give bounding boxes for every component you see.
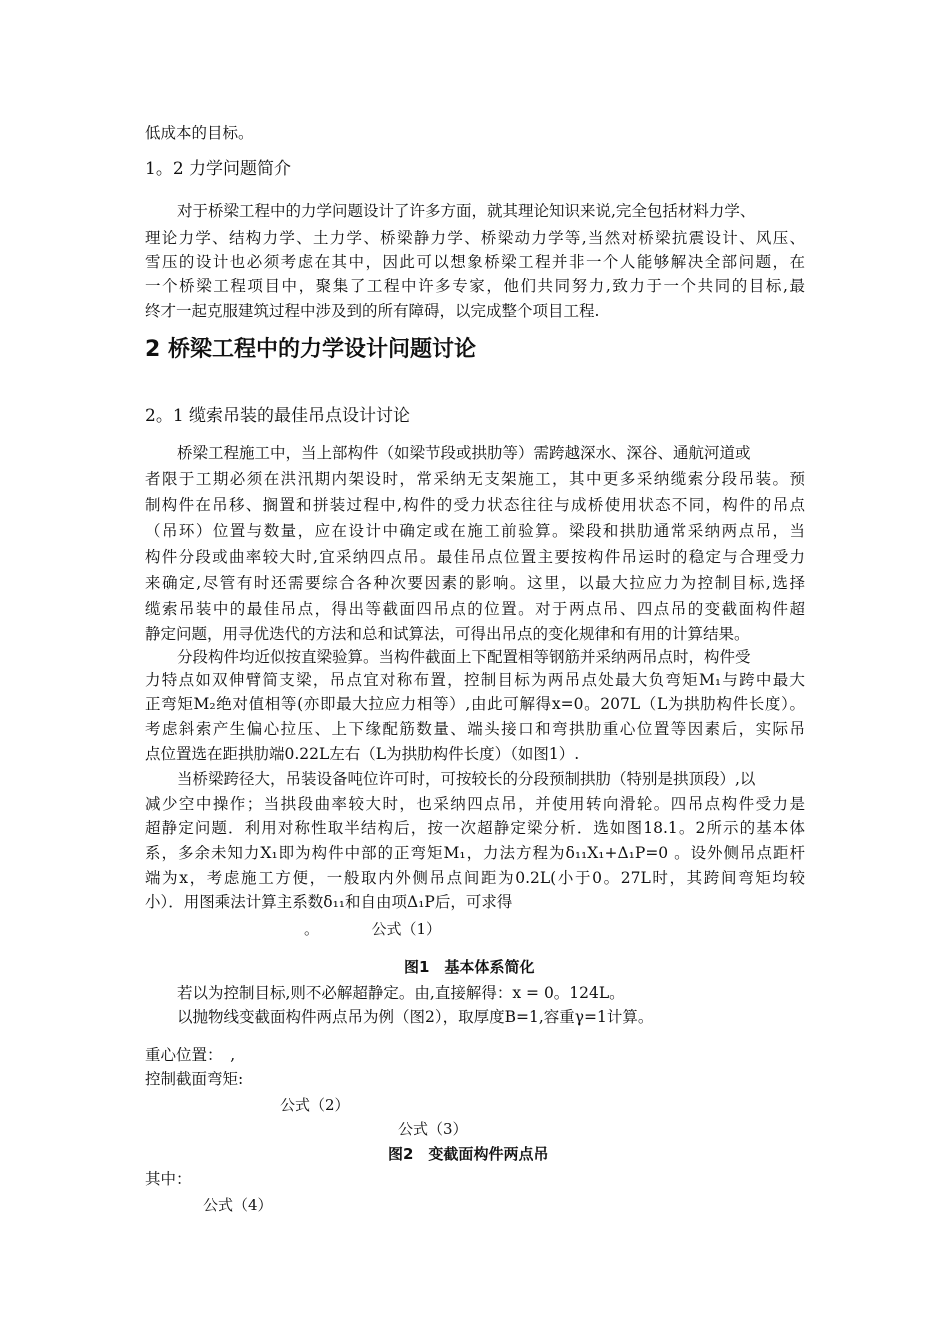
paragraph-line: 端为x，考虑施工方便，一般取内外侧吊点间距为0.2L(小于0。27L时，其跨间弯矩均较 [145,869,805,887]
paragraph-line: 桥梁工程施工中，当上部构件（如梁节段或拱肋等）需跨越深水、深谷、通航河道或 [177,444,751,462]
paragraph-line: 考虑斜索产生偏心拉压、上下缘配筋数量、端头接口和弯拱肋重心位置等因素后，实际吊 [145,720,805,738]
paragraph-line: 力特点如双伸臂简支梁，吊点宜对称布置，控制目标为两吊点处最大负弯矩M₁与跨中最大 [145,671,805,689]
paragraph-line: 理论力学、结构力学、土力学、桥梁静力学、桥梁动力学等,当然对桥梁抗震设计、风压、 [145,229,805,247]
moment-label: 控制截面弯矩: [145,1070,244,1088]
formula-4-label: 公式（4） [203,1196,273,1214]
paragraph-line: 减少空中操作；当拱段曲率较大时，也采纳四点吊，并使用转向滑轮。四吊点构件受力是 [145,795,805,813]
paragraph-line: 构件分段或曲率较大时,宜采纳四点吊。最佳吊点位置主要按构件吊运时的稳定与合理受力 [145,548,805,566]
paragraph-line: 终才一起克服建筑过程中涉及到的所有障碍，以完成整个项目工程. [145,302,600,320]
paragraph-line: 静定问题，用寻优迭代的方法和总和试算法，可得出吊点的变化规律和有用的计算结果。 [145,625,750,643]
figure-1-caption: 图1 基本体系简化 [404,958,535,976]
paragraph-line: 缆索吊装中的最佳吊点，得出等截面四吊点的位置。对于两点吊、四点吊的变截面构件超 [145,600,805,618]
paragraph-line: 雪压的设计也必须考虑在其中，因此可以想象桥梁工程并非一个人能够解决全部问题，在 [145,253,805,271]
section-heading-1-2: 1。2 力学问题简介 [145,159,292,179]
paragraph-line: 者限于工期必须在洪汛期内架设时，常采纳无支架施工，其中更多采纳缆索分段吊装。预 [145,470,805,488]
paragraph-line: 当桥梁跨径大，吊装设备吨位许可时，可按较长的分段预制拱肋（特别是拱顶段）,以 [177,770,756,788]
paragraph-line: 对于桥梁工程中的力学问题设计了许多方面，就其理论知识来说,完全包括材料力学、 [177,202,756,220]
paragraph-line: 正弯矩M₂绝对值相等(亦即最大拉应力相等）,由此可解得x=0。207L（L为拱肋构件长度）。 [145,695,805,713]
section-heading-2-1: 2。1 缆索吊装的最佳吊点设计讨论 [145,406,411,426]
centroid-label: 重心位置： , [145,1046,236,1064]
formula-1-label: 。 公式（1） [304,920,442,938]
formula-3-label: 公式（3） [398,1120,468,1138]
figure-2-caption: 图2 变截面构件两点吊 [388,1145,549,1163]
paragraph-line: 来确定,尽管有时还需要综合各种次要因素的影响。这里，以最大拉应力为控制目标,选择 [145,574,805,592]
paragraph-line: 一个桥梁工程项目中，聚集了工程中许多专家，他们共同努力,致力于一个共同的目标,最 [145,277,805,295]
where-label: 其中： [145,1170,192,1188]
formula-2-label: 公式（2） [280,1096,350,1114]
paragraph-line: 系，多余未知力X₁即为构件中部的正弯矩M₁，力法方程为δ₁₁X₁+Δ₁P=0 。设外侧吊点距杆 [145,844,805,862]
paragraph-line: （吊环）位置与数量，应在设计中确定或在施工前验算。梁段和拱肋通常采纳两点吊，当 [145,522,805,540]
paragraph-line: 以抛物线变截面构件两点吊为例（图2），取厚度B=1,容重γ=1计算。 [177,1008,654,1026]
paragraph-line: 制构件在吊移、搁置和拼装过程中,构件的受力状态往往与成桥使用状态不同，构件的吊点 [145,496,805,514]
paragraph-line: 低成本的目标。 [145,124,254,142]
section-heading-2: 2 桥梁工程中的力学设计问题讨论 [145,337,476,362]
paragraph-line: 点位置选在距拱肋端0.22L左右（L为拱肋构件长度）（如图1）. [145,745,580,763]
paragraph-line: 超静定问题．利用对称性取半结构后，按一次超静定梁分析．选如图18.1。2所示的基本体 [145,819,805,837]
paragraph-line: 小）．用图乘法计算主系数δ₁₁和自由项Δ₁P后，可求得 [145,893,513,911]
paragraph-line: 若以为控制目标,则不必解超静定。由,直接解得：x = 0。124L。 [177,984,625,1002]
paragraph-line: 分段构件均近似按直梁验算。当构件截面上下配置相等钢筋并采纳两吊点时，构件受 [177,648,751,666]
